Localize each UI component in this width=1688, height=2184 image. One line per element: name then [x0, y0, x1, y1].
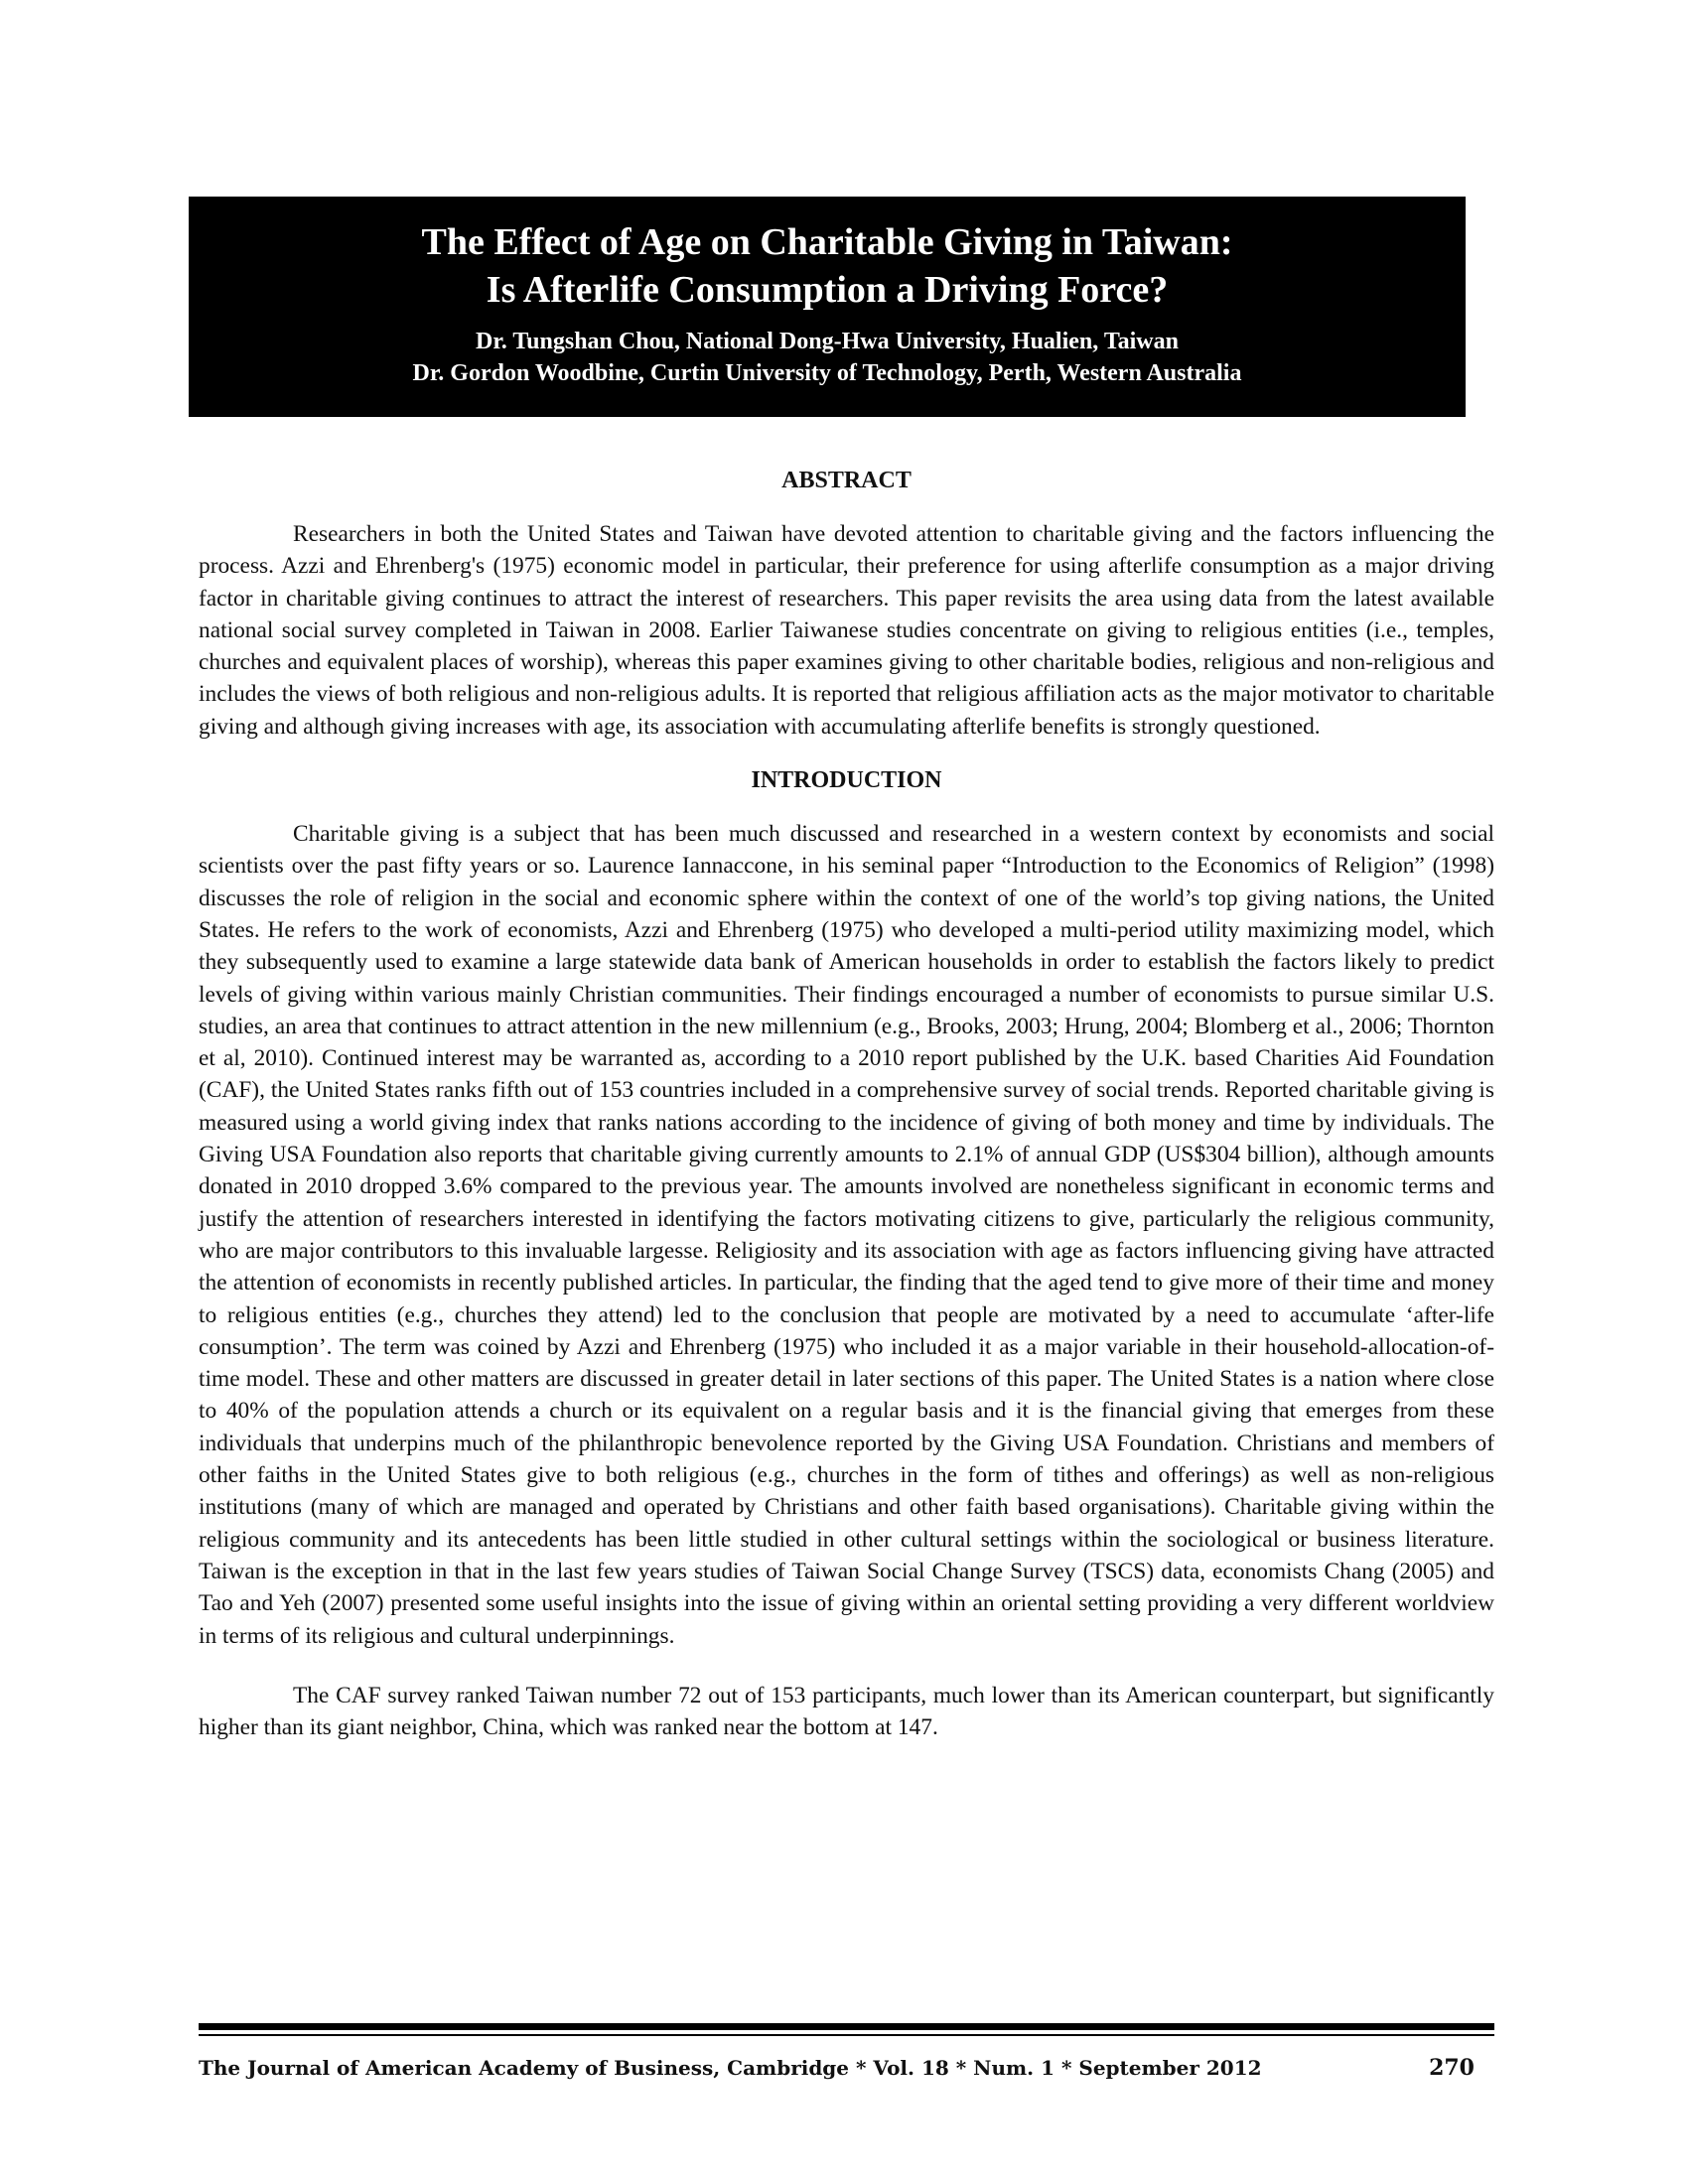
author-1: Dr. Tungshan Chou, National Dong-Hwa University, Hualien, Taiwan [476, 329, 1179, 354]
author-2: Dr. Gordon Woodbine, Curtin University of Technology, Perth, Western Australia [412, 360, 1242, 386]
abstract-text: Researchers in both the United States and Taiwan have devoted attention to charitable giving and the factors influencing the process. Azzi and Ehrenberg's (1975) economic model in particular, their preference for using afterlife consumption as a major driving factor in charitable giving continues to attract the interest of researchers. This paper revisits the area using data from the latest available national social survey completed in Taiwan in 2008. Earlier Taiwanese studies concentrate on giving to religious entities (i.e., temples, churches and equivalent places of worship), whereas this paper examines giving to other charitable bodies, religious and non-religious and includes the views of both religious and non-religious adults. It is reported that religious affiliation acts as the major motivator to charitable giving and although giving increases with age, its association with accumulating afterlife benefits is strongly questioned. [199, 521, 1494, 740]
abstract-heading: ABSTRACT [781, 468, 912, 493]
footer-rule-thick [199, 2023, 1494, 2030]
footer-rule-thin [199, 2034, 1494, 2036]
paper-title-line-1: The Effect of Age on Charitable Giving in Taiwan: [421, 221, 1233, 263]
introduction-paragraph-2: The CAF survey ranked Taiwan number 72 out of 153 participants, much lower than its American counterpart, but significantly higher than its giant neighbor, China, which was ranked near the bottom at 147. [199, 1682, 1494, 1741]
journal-citation: The Journal of American Academy of Business, Cambridge * Vol. 18 * Num. 1 * September 2012 [199, 2056, 1262, 2080]
introduction-heading: INTRODUCTION [751, 767, 942, 794]
paper-title-line-2: Is Afterlife Consumption a Driving Force? [486, 269, 1169, 311]
page-number: 270 [1429, 2055, 1475, 2081]
authors [189, 326, 1466, 389]
title-block [189, 197, 1466, 417]
page-footer [199, 2053, 1494, 2083]
introduction-paragraph-1: Charitable giving is a subject that has been much discussed and researched in a western context by economists and social scientists over the past fifty years or so. Laurence Iannaccone, in his seminal paper “Introduction to the Economics of Religion” (1998) discusses the role of religion in the social and economic sphere within the context of one of the world’s top giving nations, the United States. He refers to the work of economists, Azzi and Ehrenberg (1975) who developed a multi-period utility maximizing model, which they subsequently used to examine a large statewide data bank of American households in order to establish the factors likely to predict levels of giving within various mainly Christian communities. Their findings encouraged a number of economists to pursue similar U.S. studies, an area that continues to attract attention in the new millennium (e.g., Brooks, 2003; Hrung, 2004; Blomberg et al., 2006; Thornton et al, 2010). Continued interest may be warranted as, according to a 2010 report published by the U.K. based Charities Aid Foundation (CAF), the United States ranks fifth out of 153 countries included in a comprehensive survey of social trends. Reported charitable giving is measured using a world giving index that ranks nations according to the incidence of giving of both money and time by individuals. The Giving USA Foundation also reports that charitable giving currently amounts to 2.1% of annual GDP (US$304 billion), although amounts donated in 2010 dropped 3.6% compared to the previous year. The amounts involved are nonetheless significant in economic terms and justify the attention of researchers interested in identifying the factors motivating citizens to give, particularly the religious community, who are major contributors to this invaluable largesse. Religiosity and its association with age as factors influencing giving have attracted the attention of economists in recently published articles. In particular, the finding that the aged tend to give more of their time and money to religious entities (e.g., churches they attend) led to the conclusion that people are motivated by a need to accumulate ‘after-life consumption’. The term was coined by Azzi and Ehrenberg (1975) who included it as a major variable in their household-allocation-of-time model. These and other matters are discussed in greater detail in later sections of this paper. The United States is a nation where close to 40% of the population attends a church or its equivalent on a regular basis and it is the financial giving that emerges from these individuals that underpins much of the philanthropic benevolence reported by the Giving USA Foundation. Christians and members of other faiths in the United States give to both religious (e.g., churches in the form of tithes and offerings) as well as non-religious institutions (many of which are managed and operated by Christians and other faith based organisations). Charitable giving within the religious community and its antecedents has been little studied in other cultural settings within the sociological or business literature. Taiwan is the exception in that in the last few years studies of Taiwan Social Change Survey (TSCS) data, economists Chang (2005) and Tao and Yeh (2007) presented some useful insights into the issue of giving within an oriental setting providing a very different worldview in terms of its religious and cultural underpinnings. [199, 821, 1494, 1649]
article-body [199, 465, 1494, 1743]
